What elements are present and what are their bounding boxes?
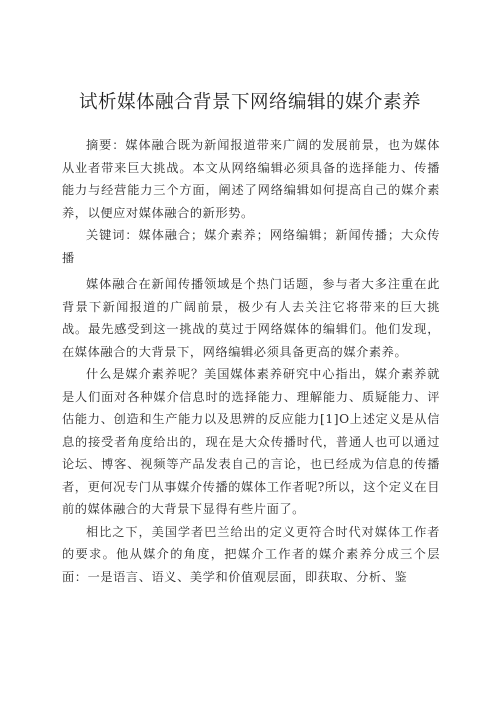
body-paragraph: 媒体融合在新闻传播领域是个热门话题，参与者大多注重在此背景下新闻报道的广阔前景，极少有人去关注它将带来的巨大挑战。最先感受到这一挑战的莫过于网络媒体的编辑们。他们发现，在媒体融合的大背景下，网络编辑必须具备更高的媒介素养。	[62, 277, 440, 359]
document-title: 试析媒体融合背景下网络编辑的媒介素养	[78, 92, 421, 113]
document-body	[62, 134, 440, 588]
body-paragraph: 相比之下，美国学者巴兰给出的定义更符合时代对媒体工作者的要求。他从媒介的角度，把媒介工作者的媒介素养分成三个层面：一是语言、语义、美学和价值观层面，即获取、分析、鉴	[62, 524, 440, 584]
abstract-paragraph: 摘要：媒体融合既为新闻报道带来广阔的发展前景，也为媒体从业者带来巨大挑战。本文从网络编辑必须具备的选择能力、传播能力与经营能力三个方面，阐述了网络编辑如何提高自己的媒介素养，以便应对媒体融合的新形势。	[62, 138, 440, 220]
keywords-paragraph: 关键词：媒体融合；媒介素养；网络编辑；新闻传播；大众传播	[62, 228, 440, 265]
body-paragraph: 什么是媒介素养呢？美国媒体素养研究中心指出，媒介素养就是人们面对各种媒介信息时的选择能力、理解能力、质疑能力、评估能力、创造和生产能力以及思辨的反应能力[1]O上述定义是从信息的接受者角度给出的，现在是大众传播时代，普通人也可以通过论坛、博客、视频等产品发表自己的言论，也已经成为信息的传播者，更何况专门从事媒介传播的媒体工作者呢?所以，这个定义在目前的媒体融合的大背景下显得有些片面了。	[62, 367, 440, 516]
